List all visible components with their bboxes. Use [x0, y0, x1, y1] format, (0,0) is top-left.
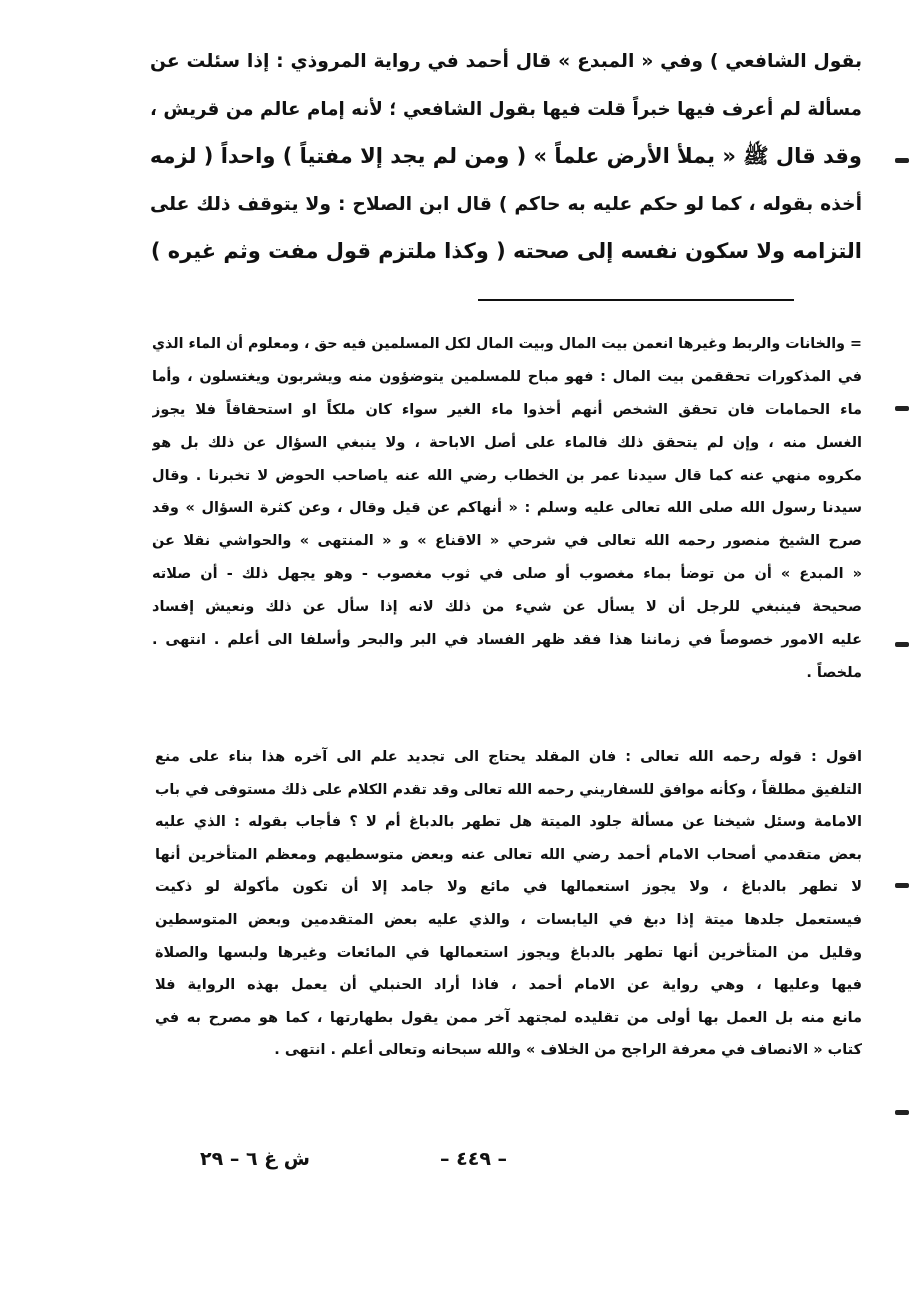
note-line: وقليل من المتأخرين أنها تطهر بالدباغ ويجوز استعمالها في المائعات وغيرها ولبسها والصلاة	[155, 944, 862, 961]
main-text-line: أخذه بقوله ، كما لو حكم عليه به حاكم ) قال ابن الصلاح : ولا يتوقف ذلك على	[150, 193, 862, 215]
main-text-line: بقول الشافعي ) وفي « المبدع » قال أحمد في رواية المروذي : إذا سئلت عن	[150, 51, 862, 72]
note-line: الامامة وسئل شيخنا عن مسألة جلود الميتة هل تطهر بالدباغ أم لا ؟ فأجاب بقوله : الذي عليه	[155, 814, 862, 831]
page-number: – ٤٤٩ –	[440, 1148, 508, 1170]
footnote-line: في المذكورات تحققمن بيت المال : فهو مباح للمسلمين يتوضؤون منه ويشربون ويغتسلون ، وأما	[152, 368, 862, 385]
note-line: بعض متقدمي أصحاب الامام أحمد رضي الله تعالى عنه وبعض متوسطيهم ومعظم المتأخرين أنها	[155, 846, 862, 863]
footnote-separator	[478, 299, 794, 301]
signature-mark: ش غ ٦ – ٢٩	[200, 1148, 310, 1170]
footnote-line: عليه الامور خصوصاً في زماننا هذا فقد ظهر الفساد في البر والبحر وأسلفا الى أعلم . انتهى .	[152, 632, 862, 649]
footnote-line: « المبدع » أن من توضأ بماء مغصوب أو صلى في ثوب مغصوب - وهو يجهل ذلك - أن صلاته	[152, 566, 862, 583]
main-text-line: التزامه ولا سكون نفسه إلى صحته ( وكذا ملتزم قول مفت وثم غيره )	[150, 239, 862, 263]
note-line: مانع منه بل العمل بها أولى من تقليده لمجتهد آخر ممن يقول بطهارتها ، كما هو مصرح به في	[155, 1009, 862, 1026]
main-text-line: وقد قال ﷺ « يملأ الأرض علماً » ( ومن لم يجد إلا مفتياً ) واحداً ( لزمه	[150, 144, 862, 168]
note-line: التلفيق مطلقاً ، وكأنه موافق للسفاريني رحمه الله تعالى وقد تقدم الكلام على ذلك مستوفى في باب	[155, 781, 862, 798]
binding-mark	[895, 158, 909, 163]
binding-mark	[895, 406, 909, 411]
footnote-line: صحيحة فينبغي للرجل أن لا يسأل عن شيء من ذلك لانه إذا سأل عن ذلك ونعيش إفساد	[152, 599, 862, 616]
note-line: فيستعمل جلدها ميتة إذا دبغ في اليابسات ، والذي عليه بعض المتقدمين وبعض المتوسطين	[155, 911, 862, 928]
note-line: لا تطهر بالدباغ ، ولا يجوز استعمالها في مائع ولا جامد إلا أن تكون مأكولة لو ذكيت	[155, 879, 862, 896]
footnote-line: = والخانات والربط وغيرها انعمن بيت المال وبيت المال لكل المسلمين فيه حق ، ومعلوم أن الماء الذي	[152, 336, 862, 352]
note-line: كتاب « الانصاف في معرفة الراجح من الخلاف » والله سبحانه وتعالى أعلم . انتهى .	[274, 1042, 862, 1059]
footnote-line: ملخصاً .	[806, 664, 862, 681]
footnote	[152, 328, 862, 690]
main-text-line: مسألة لم أعرف فيها خبراً قلت فيها بقول الشافعي ؛ لأنه إمام عالم من قريش ،	[150, 98, 862, 120]
footnote-line: الغسل منه ، وإن لم يتحقق ذلك فالماء على أصل الاباحة ، ولا ينبغي السؤال عن ذلك بل هو	[152, 434, 862, 451]
binding-mark	[895, 642, 909, 647]
footnote-line: سيدنا رسول الله صلى الله تعالى عليه وسلم : « أنهاكم عن قيل وقال ، وعن كثرة السؤال » وقد	[152, 500, 862, 517]
author-note	[155, 741, 862, 1067]
footnote-line: صرح الشيخ منصور رحمه الله تعالى في شرحي « الاقناع » و « المنتهى » والحواشي نقلا عن	[152, 533, 862, 550]
binding-mark	[895, 883, 909, 888]
footnote-line: مكروه منهي عنه كما قال سيدنا عمر بن الخطاب رضي الله عنه ياصاحب الحوض لا تخبرنا . وقال	[152, 467, 862, 484]
footnote-line: ماء الحمامات فان تحقق الشخص أنهم أخذوا ماء الغير سواء كان ملكاً او استحقاقاً فلا يجوز	[152, 401, 862, 418]
note-line: فيها وعليها ، وهي رواية عن الامام أحمد ، فاذا أراد الحنبلي أن يعمل بهذه الرواية فلا	[155, 977, 862, 994]
binding-mark	[895, 1110, 909, 1115]
note-line: اقول : قوله رحمه الله تعالى : فان المقلد يحتاج الى تجديد علم الى آخره هذا بناء على منع	[155, 749, 862, 765]
main-text	[150, 38, 862, 276]
